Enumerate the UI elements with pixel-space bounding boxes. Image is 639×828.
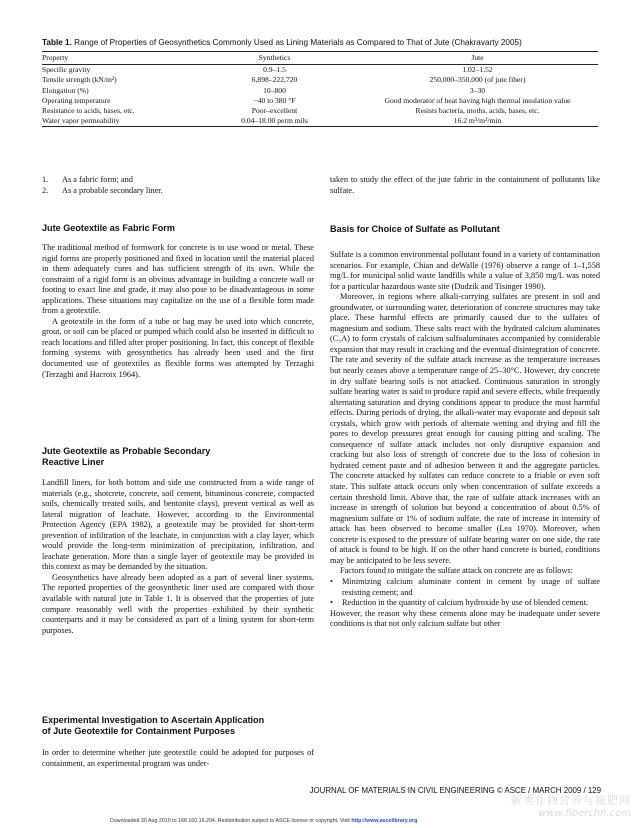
list-item bbox=[330, 598, 600, 609]
table-cell: −40 to 380 °F bbox=[253, 95, 296, 105]
section-heading-secondary-liner bbox=[42, 446, 210, 468]
section-sulfate-body bbox=[330, 250, 600, 630]
paragraph: Factors found to mitigate the sulfate attack on concrete are as follows: bbox=[340, 566, 573, 576]
table-row bbox=[42, 65, 598, 76]
list-item bbox=[42, 175, 312, 186]
list-item-text: Minimizing calcium aluminate content in cement by usage of sulfate resisting cement; and bbox=[342, 576, 600, 597]
table-header-cell: Jute bbox=[357, 52, 598, 65]
table-cell: Water vapor permeability bbox=[42, 116, 120, 126]
list-item-text: As a probable secondary liner. bbox=[62, 185, 163, 195]
table-cell: Elongation (%) bbox=[42, 85, 89, 95]
section-heading-experimental bbox=[42, 715, 264, 737]
heading-line: Reactive Liner bbox=[42, 457, 105, 467]
section-fabric-form-body bbox=[42, 243, 314, 380]
table-label: Table 1. bbox=[42, 38, 72, 47]
table-cell: Resistance to acids, bases, etc. bbox=[42, 106, 135, 116]
bullet-list bbox=[330, 577, 600, 609]
table-cell: 0.9–1.5 bbox=[263, 65, 286, 75]
table-cell: Operating temperature bbox=[42, 95, 111, 105]
section-experimental-body bbox=[42, 748, 314, 769]
paragraph: However, the reason why these cements alone may be inadequate under severe conditions is that not only calcium sulfate but other bbox=[330, 608, 600, 629]
section-heading-fabric-form: Jute Geotextile as Fabric Form bbox=[42, 223, 175, 233]
paragraph: Sulfate is a common environmental pollutant found in a variety of contamination scenarios. For example, Chian and deWalle (1976) observe a range of 1–1,558 mg/L for municipal solid waste landfills while a value of 3,850 mg/L was noted for a particular hazardous waste site (Dudzik and Tisinger 1990). bbox=[330, 250, 600, 291]
list-item-number: 2. bbox=[42, 185, 49, 195]
paragraph: A geotextile in the form of a tube or bag may be used into which concrete, grout, or soil can be placed or pumped which could also be inserted in difficult to reach locations and filled after proper positioning. In fact, this concept of flexible forming systems with geosynthetics has already been used and the first documented use of geotextiles as flexible forms was attempted by Terzaghi (Terzaghi and Hacroix 1964). bbox=[42, 316, 314, 379]
table-header-cell: Synthetics bbox=[192, 52, 357, 65]
table-row bbox=[42, 106, 598, 116]
properties-table bbox=[42, 51, 598, 127]
table-caption bbox=[42, 37, 602, 48]
table-cell: 0.04–18.00 perm mils bbox=[241, 116, 308, 126]
section-heading-sulfate: Basis for Choice of Sulfate as Pollutant bbox=[330, 224, 500, 234]
paragraph: taken to study the effect of the jute fabric in the containment of pollutants like sulfate. bbox=[330, 175, 600, 195]
table-cell: Specific gravity bbox=[42, 65, 91, 75]
list-item-text: As a fabric form; and bbox=[62, 175, 133, 184]
list-item-number: 1. bbox=[42, 175, 49, 184]
paragraph: Moreover, in regions where alkali-carrying sulfates are present in soil and groundwater, or surrounding water, deterioration of concrete structures may take place. These harmful effects are primarily caused due to the sulfates of magnesium and sodium. These salts react with the hydrated calcium aluminates (C₃A) to form crystals of calcium sulfoaluminates accompanied by considerable expansion that may result in cracking and the eventual disintegration of concrete. The rate and severity of the sulfate attack increase as the temperature increases but nearly ceases above a temperature range of 25–30°C. However, dry concrete in dry sulfate bearing soils is not attacked. Continuous saturation in strongly sulfate bearing water is said to produce rapid and severe effects, while frequently alternating saturation and drying conditions appear to produce the most harmful effects. During periods of drying, the alkali-water may evaporate and deposit salt crystals, which grow with periods of alternate wetting and drying and fill the pores to develop pressures great enough for causing pitting and scaling. The consequence of sulfate attack includes not only disruptive expansion and cracking but also loss of strength of concrete due to the loss of cohesion in hydrated cement paste and of adhesion between it and the aggregate particles. The concrete attacked by sulfates can reduce concrete to a friable or even soft state. This sulfate attack occurs only when concentration of sulfate exceeds a certain threshold limit. Above that, the rate of sulfate attack increases with an increase in strength of solution but beyond a concentration of about 0.5% of magnesium sulfate or 1% of sodium sulfate, the rate of increase in intensity of attack has been observed to become smaller (Lea 1970). Moreover, when concrete is exposed to the pressure of sulfate bearing water on one side, the rate of attack is found to be high. If on the other hand concrete is buried, conditions may be anticipated to be less severe. bbox=[330, 292, 600, 565]
paragraph: Landfill liners, for both bottom and side use constructed from a wide range of materials (e.g., shotcrete, concrete, soil cement, bituminous concrete, compacted soils, chemically treated soils, and bentonite clays), prevent vertical as well as lateral migration of leachate. However, according to the Environmental Protection Agency (EPA 1982), a geotextile may be provided for short-term prevention of infiltration of the leachate, in conjunction with a clay layer, which would provide the long-term minimization of precipitation, infiltration, and leachate generation. More than a single layer of geotextile may be provided in this context as may be demanded by the situation. bbox=[42, 478, 314, 572]
list-item bbox=[330, 577, 600, 598]
table-cell: Resists bacteria, moths, acids, bases, etc. bbox=[415, 106, 540, 116]
table-cell: 6,898–222,720 bbox=[251, 75, 298, 85]
table-header-row bbox=[42, 52, 598, 65]
download-link[interactable]: http://www.ascelibrary.org bbox=[351, 818, 418, 824]
heading-line: Experimental Investigation to Ascertain Application bbox=[42, 715, 265, 725]
heading-line: Jute Geotextile as Probable Secondary bbox=[42, 446, 211, 456]
watermark bbox=[511, 792, 631, 819]
table-cell: Tensile strength (kN/m²) bbox=[42, 75, 117, 85]
list-item-text: Reduction in the quantity of calcium hydroxide by use of blended cement. bbox=[342, 598, 589, 608]
bullet-icon: • bbox=[330, 598, 333, 608]
table-cell: 250,000–350,000 (of jute fiber) bbox=[429, 75, 526, 85]
table-cell: 16.2 m³/m²/min bbox=[453, 116, 502, 126]
section-secondary-liner-body bbox=[42, 478, 314, 636]
heading-line: of Jute Geotextile for Containment Purposes bbox=[42, 726, 236, 736]
bullet-icon: • bbox=[330, 576, 333, 586]
paragraph: Geosynthetics have already been adopted as a part of several liner systems. The reported properties of the geosynthetic liner used are compared with those available with natural jute in Table 1. It is observed that the properties of jute compare reasonably well with the properties exhibited by their synthetic counterparts and it may be considered as part of a lining system for short-term purposes. bbox=[42, 572, 314, 635]
watermark-url: www.fiberchn.com bbox=[538, 808, 631, 819]
table-header-cell: Property bbox=[42, 52, 192, 65]
table-row bbox=[42, 116, 598, 127]
right-column-intro bbox=[330, 175, 600, 196]
table-row bbox=[42, 86, 598, 96]
table-cell: 3–30 bbox=[469, 85, 486, 95]
table-row bbox=[42, 96, 598, 106]
download-notice-text: Downloaded 30 Aug 2010 to 168.160.16.204. Redistribution subject to ASCE license or copyright. Visit bbox=[110, 818, 350, 824]
paragraph: The traditional method of formwork for concrete is to use wood or metal. These rigid forms are properly positioned and fixed in location until the material placed in them adequately cures and has sufficient strength of its own. While the constraint of a rigid form is an obvious advantage in building a concrete wall or footing to exact line and grade, it may also pose to be disadvantageous in some applications. These situations may capitalize on the use of a flexible form made from a geotextile. bbox=[42, 243, 314, 316]
numbered-list bbox=[42, 175, 312, 196]
table-cell: 1.02–1.52 bbox=[462, 65, 493, 75]
paragraph: In order to determine whether jute geotextile could be adopted for purposes of containment, an experimental program was under- bbox=[42, 748, 314, 768]
table-cell: 10–800 bbox=[263, 85, 286, 95]
journal-footer: JOURNAL OF MATERIALS IN CIVIL ENGINEERING © ASCE / MARCH 2009 / 129 bbox=[309, 786, 601, 795]
list-item bbox=[42, 186, 312, 197]
watermark-text: 新类作物营养与施肥网 bbox=[511, 794, 631, 807]
table-cell: Poor–excellent bbox=[251, 106, 298, 116]
table-caption-text: Range of Properties of Geosynthetics Commonly Used as Lining Materials as Compared to That of Jute (Chakravarty 2005) bbox=[74, 38, 522, 47]
table-row bbox=[42, 75, 598, 85]
table-cell: Good moderator of heat having high thermal insulation value bbox=[384, 95, 571, 105]
